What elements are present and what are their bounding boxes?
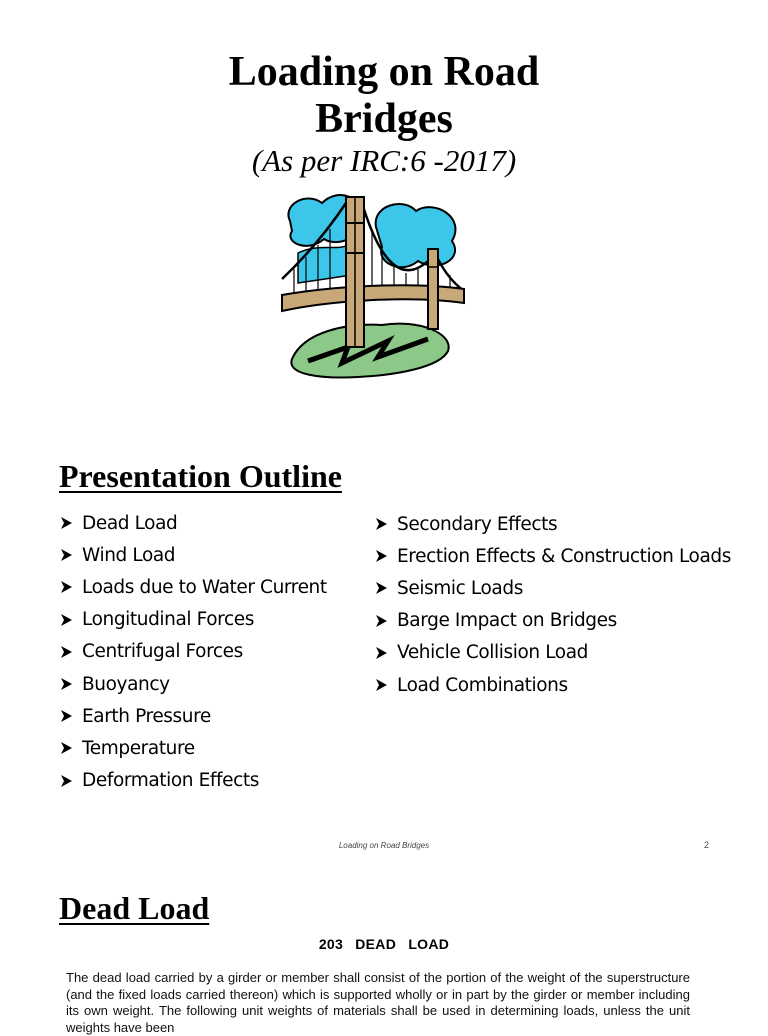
outline-item (60, 604, 327, 636)
outline-item-label: Earth Pressure (82, 705, 211, 727)
arrow-bullet-icon (375, 646, 388, 660)
outline-item-label: Load Combinations (397, 674, 568, 696)
right-tower (428, 249, 438, 329)
slide-footer: Loading on Road Bridges (338, 841, 430, 850)
left-tower (346, 197, 364, 347)
outline-item-label: Vehicle Collision Load (397, 642, 588, 664)
outline-item-label: Secondary Effects (397, 513, 558, 535)
arrow-bullet-icon (60, 677, 73, 691)
outline-item-label: Buoyancy (82, 673, 170, 695)
outline-item (60, 765, 327, 797)
outline-list-left (60, 507, 327, 797)
slide-subtitle: (As per IRC:6 -2017) (251, 143, 517, 178)
dead-load-heading: Dead Load (59, 890, 210, 926)
outline-item-label: Longitudinal Forces (82, 609, 254, 631)
outline-list-right (375, 508, 731, 701)
arrow-bullet-icon (375, 678, 388, 692)
outline-item (60, 636, 327, 668)
outline-item (375, 508, 731, 540)
outline-item (60, 732, 327, 764)
slide-title-line-2: Bridges (315, 96, 453, 142)
outline-item-label: Erection Effects & Construction Loads (397, 545, 731, 567)
code-paragraph: The dead load carried by a girder or member shall consist of the portion of the weight of the superstructure (and the fixed loads carried thereon) which is supported wholly or in part by the girder or member including its own weight. The following unit weights of materials shall be used in determining loads, unless the unit weights have been (66, 970, 690, 1035)
outline-heading: Presentation Outline (59, 458, 342, 494)
outline-item (60, 507, 327, 539)
outline-item (375, 572, 731, 604)
arrow-bullet-icon (375, 517, 388, 531)
outline-item (60, 539, 327, 571)
arrow-bullet-icon (60, 645, 73, 659)
suspension-bridge-clipart (278, 183, 468, 383)
outline-item-label: Seismic Loads (397, 577, 523, 599)
arrow-bullet-icon (60, 774, 73, 788)
arrow-bullet-icon (60, 580, 73, 594)
outline-item (375, 637, 731, 669)
arrow-bullet-icon (60, 548, 73, 562)
outline-item-label: Wind Load (82, 544, 176, 566)
arrow-bullet-icon (60, 516, 73, 530)
arrow-bullet-icon (60, 709, 73, 723)
outline-item-label: Centrifugal Forces (82, 641, 243, 663)
outline-item-label: Deformation Effects (82, 770, 259, 792)
slide-title-line-1: Loading on Road (228, 49, 540, 95)
code-section-title: 203 DEAD LOAD (318, 936, 450, 952)
arrow-bullet-icon (375, 614, 388, 628)
outline-item (375, 669, 731, 701)
outline-item (375, 540, 731, 572)
outline-item-label: Loads due to Water Current (82, 576, 327, 598)
outline-item (60, 668, 327, 700)
slide-page-number: 2 (704, 840, 710, 850)
arrow-bullet-icon (375, 581, 388, 595)
outline-item-label: Temperature (82, 737, 195, 759)
outline-item (60, 571, 327, 603)
outline-item (375, 605, 731, 637)
outline-item-label: Dead Load (82, 512, 178, 534)
outline-item-label: Barge Impact on Bridges (397, 610, 617, 632)
arrow-bullet-icon (375, 549, 388, 563)
arrow-bullet-icon (60, 613, 73, 627)
outline-item (60, 700, 327, 732)
arrow-bullet-icon (60, 741, 73, 755)
